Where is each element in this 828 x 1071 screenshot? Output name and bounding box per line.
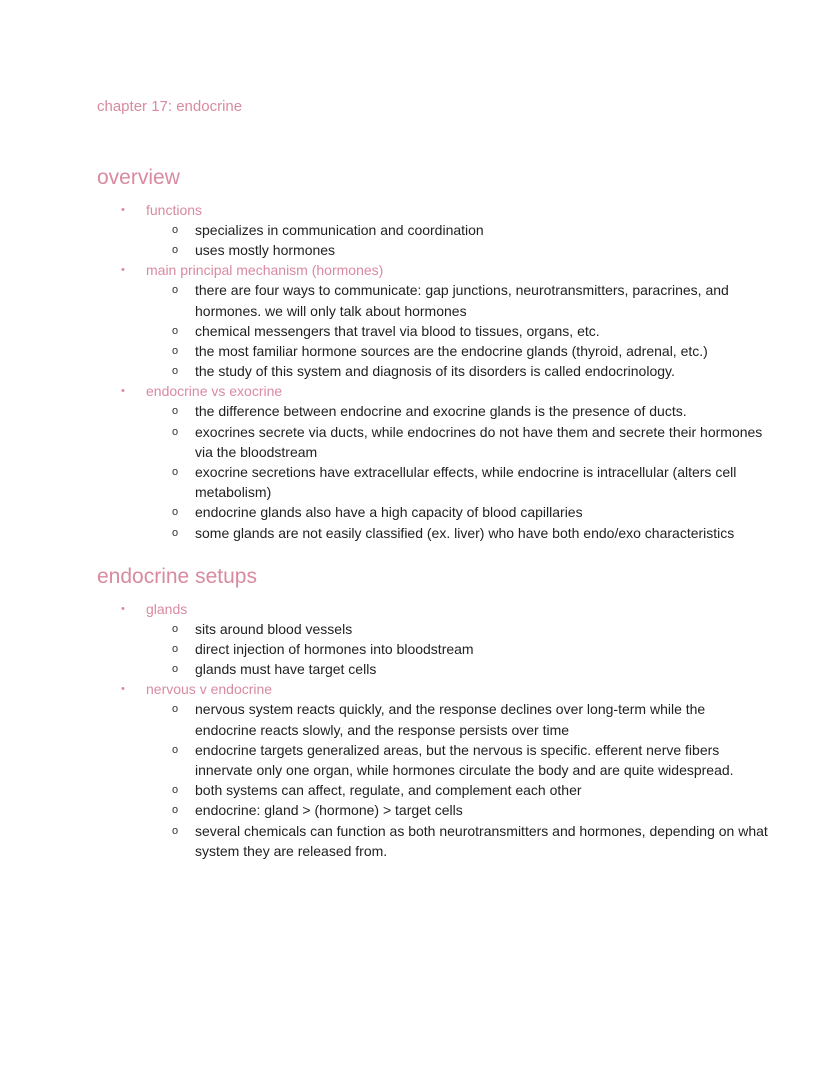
circle-bullet-icon: o — [172, 365, 179, 378]
point-text: glands must have target cells — [195, 661, 377, 678]
list-item-endocrine-vs-exocrine — [97, 381, 768, 542]
point-text: the difference between endocrine and exocrine glands is the presence of ducts. — [195, 403, 687, 420]
circle-bullet-icon: o — [172, 784, 179, 797]
bullet-icon: • — [121, 204, 125, 216]
point-text: some glands are not easily classified (ex. liver) who have both endo/exo characteristics — [195, 524, 735, 541]
circle-bullet-icon: o — [172, 526, 179, 539]
circle-bullet-icon: o — [172, 703, 179, 716]
list-item — [146, 821, 768, 861]
overview-list — [97, 200, 768, 543]
list-item — [146, 780, 768, 800]
point-text: several chemicals can function as both neurotransmitters and hormones, depending on what system they are released from. — [195, 822, 768, 859]
circle-bullet-icon: o — [172, 824, 179, 837]
list-item — [146, 619, 768, 639]
list-item-nervous-v-endocrine — [97, 679, 768, 861]
list-item — [146, 639, 768, 659]
list-item-functions — [97, 200, 768, 260]
circle-bullet-icon: o — [172, 663, 179, 676]
point-text: exocrine secretions have extracellular effects, while endocrine is intracellular (alters cell metabolism) — [195, 464, 737, 501]
point-text: sits around blood vessels — [195, 620, 353, 637]
point-text: the study of this system and diagnosis of its disorders is called endocrinology. — [195, 363, 675, 380]
sub-list — [146, 220, 768, 260]
sub-list — [146, 699, 768, 861]
circle-bullet-icon: o — [172, 425, 179, 438]
sub-list — [146, 619, 768, 680]
list-item — [146, 740, 768, 780]
point-text: uses mostly hormones — [195, 242, 336, 259]
topic-label: glands — [146, 600, 188, 617]
list-item — [146, 220, 768, 240]
list-item — [146, 462, 768, 502]
section-heading-endocrine-setups: endocrine setups — [97, 564, 257, 588]
point-text: there are four ways to communicate: gap junctions, neurotransmitters, paracrines, and hormones. we will only talk about hormones — [195, 282, 729, 319]
section-heading-overview: overview — [97, 166, 180, 189]
list-item-mechanism — [97, 260, 768, 381]
topic-label: nervous v endocrine — [146, 681, 273, 698]
list-item — [146, 401, 768, 421]
bullet-icon: • — [121, 385, 125, 398]
point-text: endocrine: gland > (hormone) > target cells — [195, 802, 463, 819]
list-item — [146, 280, 768, 320]
list-item — [146, 422, 768, 462]
circle-bullet-icon: o — [172, 466, 179, 479]
circle-bullet-icon: o — [172, 244, 179, 257]
bullet-icon: • — [121, 264, 125, 277]
point-text: specializes in communication and coordination — [195, 222, 484, 238]
topic-label: main principal mechanism (hormones) — [146, 262, 384, 279]
circle-bullet-icon: o — [172, 506, 179, 519]
circle-bullet-icon: o — [172, 743, 179, 756]
list-item — [146, 341, 768, 361]
circle-bullet-icon: o — [172, 324, 179, 337]
point-text: endocrine targets generalized areas, but the nervous is specific. efferent nerve fibers innervate only one organ, while hormones circulate the body and are quite widespread. — [195, 741, 734, 779]
circle-bullet-icon: o — [172, 345, 179, 358]
point-text: direct injection of hormones into bloodstream — [195, 641, 474, 658]
point-text: nervous system reacts quickly, and the response declines over long-term while the endocrine reacts slowly, and the response persists over time — [195, 701, 706, 738]
list-item-glands — [97, 599, 768, 680]
list-item — [146, 502, 768, 522]
sub-list — [146, 401, 768, 542]
point-text: endocrine glands also have a high capacity of blood capillaries — [195, 504, 583, 521]
sub-list — [146, 280, 768, 381]
circle-bullet-icon: o — [172, 643, 179, 656]
list-item — [146, 240, 768, 260]
list-item — [146, 659, 768, 679]
point-text: the most familiar hormone sources are the endocrine glands (thyroid, adrenal, etc.) — [195, 343, 708, 360]
bullet-icon: • — [121, 602, 125, 615]
list-item — [146, 361, 768, 381]
setups-list — [97, 599, 768, 861]
circle-bullet-icon: o — [172, 284, 179, 297]
document-title: chapter 17: endocrine — [97, 98, 243, 115]
circle-bullet-icon: o — [172, 622, 179, 635]
list-item — [146, 800, 768, 820]
list-item — [146, 699, 768, 739]
circle-bullet-icon: o — [172, 804, 179, 817]
list-item — [146, 523, 768, 543]
bullet-icon: • — [121, 683, 125, 696]
circle-bullet-icon: o — [172, 405, 179, 418]
point-text: exocrines secrete via ducts, while endocrines do not have them and secrete their hormones via the bloodstream — [195, 423, 763, 460]
circle-bullet-icon: o — [172, 224, 179, 236]
topic-label: functions — [146, 202, 203, 218]
list-item — [146, 321, 768, 341]
point-text: chemical messengers that travel via blood to tissues, organs, etc. — [195, 322, 600, 339]
point-text: both systems can affect, regulate, and complement each other — [195, 782, 582, 799]
topic-label: endocrine vs exocrine — [146, 383, 283, 400]
